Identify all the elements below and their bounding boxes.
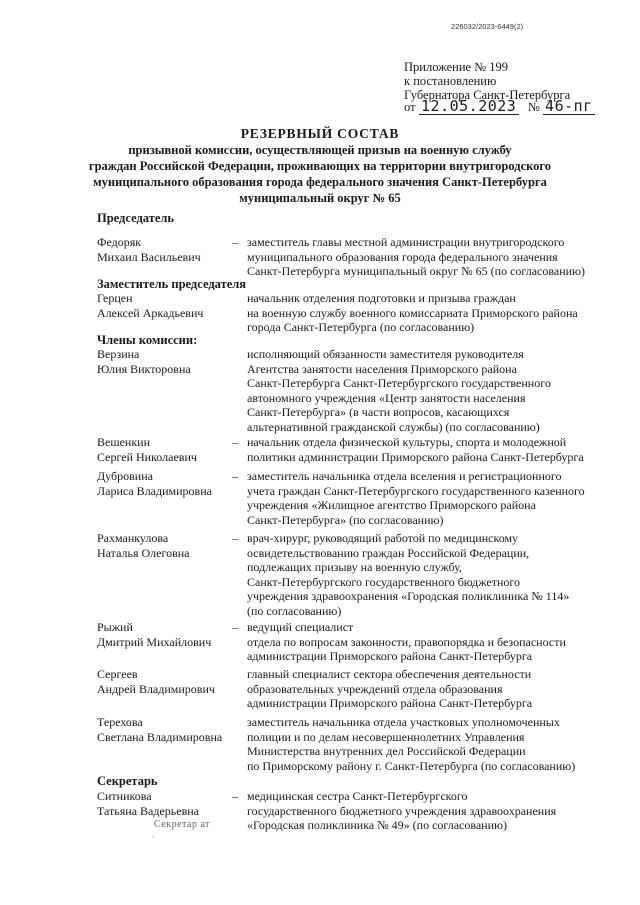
- number-prefix: №: [527, 100, 540, 114]
- section-chairman: Председатель: [97, 211, 175, 225]
- title-line-2: призывной комиссии, осуществляющей призыв на военную службу: [128, 143, 512, 157]
- member-surname: Терехова: [97, 715, 143, 729]
- decree-date: 12.05.2023: [419, 99, 519, 115]
- desc-line: главный специалист сектора обеспечения деятельности: [247, 667, 532, 681]
- member-surname: Дубровина: [97, 469, 153, 483]
- desc-line: учреждения «Жилищное агентство Приморского района: [247, 498, 536, 512]
- member-given-name: Наталья Олеговна: [97, 546, 190, 560]
- desc-line: образовательных учреждений отдела образования: [247, 681, 503, 696]
- dash: –: [232, 235, 238, 249]
- date-prefix: от: [404, 100, 416, 114]
- desc-line: заместитель начальника отдела вселения и регистрационного: [247, 469, 562, 483]
- footer-mark: Секретар ат: [154, 819, 211, 830]
- title-line-5: муниципальный округ № 65: [239, 191, 401, 205]
- member-description: [247, 789, 619, 833]
- dash: –: [232, 620, 238, 634]
- member-surname: Рахманкулова: [97, 531, 169, 545]
- desc-line: автономного учреждения «Центр занятости населения: [247, 390, 526, 405]
- document-title: РЕЗЕРВНЫЙ СОСТАВ: [240, 126, 400, 141]
- title-line-3: граждан Российской Федерации, проживающих на территории внутригородского: [88, 159, 552, 173]
- desc-line: заместитель главы местной администрации внутригородского: [247, 235, 565, 249]
- desc-line: Санкт-Петербурга муниципальный округ № 65 (по согласованию): [247, 264, 586, 278]
- member-given-name: Сергей Николаевич: [97, 450, 197, 464]
- member-surname: Герцен: [97, 291, 133, 305]
- member-given-name: Светлана Владимировна: [97, 730, 223, 744]
- desc-line: Санкт-Петербурга Санкт-Петербургского государственного: [247, 376, 551, 390]
- member-description: [247, 347, 619, 434]
- dash: –: [232, 435, 238, 449]
- member-surname: Рыжий: [97, 620, 133, 634]
- member-given-name: Андрей Владимирович: [97, 682, 215, 696]
- footer-tick: `: [152, 835, 155, 844]
- appendix-ref: к постановлению: [404, 74, 497, 88]
- dash: –: [232, 789, 238, 803]
- appendix-number: Приложение № 199: [404, 60, 509, 74]
- desc-line: Министерства внутренних дел Российской Федерации: [247, 744, 526, 758]
- desc-line: заместитель начальника отдела участковых уполномоченных: [247, 715, 560, 729]
- desc-line: начальник отдела физической культуры, спорта и молодежной: [247, 435, 567, 449]
- member-given-name: Юлия Викторовна: [97, 362, 191, 376]
- desc-line: «Городская поликлиника № 49» (по согласованию): [247, 818, 507, 832]
- member-description: [247, 620, 619, 664]
- member-surname: Верзина: [97, 347, 140, 361]
- decree-number: 46-пг: [543, 99, 595, 115]
- member-description: [247, 469, 619, 527]
- desc-line: (по согласованию): [247, 603, 342, 618]
- member-description: [247, 531, 619, 618]
- desc-line: освидетельствованию граждан Российской Федерации,: [247, 545, 530, 560]
- member-given-name: Алексей Аркадьевич: [97, 306, 204, 320]
- appendix-issuer: Губернатора Санкт-Петербурга: [404, 88, 571, 102]
- member-description: [247, 435, 619, 464]
- desc-line: Агентства занятости населения Приморского района: [247, 361, 517, 376]
- desc-line: начальник отделения подготовки и призыва граждан: [247, 291, 516, 305]
- dash: –: [232, 531, 238, 545]
- member-given-name: Лариса Владимировна: [97, 484, 212, 498]
- desc-line: муниципального образования города федерального значения: [247, 249, 558, 264]
- desc-line: отдела по вопросам законности, правопорядка и безопасности: [247, 634, 566, 649]
- member-description: [247, 667, 619, 711]
- member-surname: Сергеев: [97, 667, 138, 681]
- section-secretary: Секретарь: [97, 774, 158, 788]
- desc-line: политики администрации Приморского района Санкт-Петербурга: [247, 449, 584, 464]
- dash: –: [232, 469, 238, 483]
- desc-line: учреждения здравоохранения «Городская поликлиника № 114»: [247, 589, 570, 603]
- desc-line: Санкт-Петербургского государственного бюджетного: [247, 574, 521, 589]
- member-given-name: Татьяна Вадерьевна: [97, 804, 200, 818]
- section-deputy: Заместитель председателя: [97, 277, 247, 291]
- member-surname: Вешенкин: [97, 435, 150, 449]
- desc-line: исполняющий обязанности заместителя руководителя: [247, 347, 524, 361]
- desc-line: подлежащих призыву на военную службу,: [247, 560, 463, 574]
- desc-line: учета граждан Санкт-Петербургского государственного казенного: [247, 483, 585, 498]
- desc-line: полиции и по делам несовершеннолетних Управления: [247, 729, 525, 744]
- member-given-name: Михаил Васильевич: [97, 250, 201, 264]
- desc-line: администрации Приморского района Санкт-Петербурга: [247, 696, 533, 710]
- desc-line: на военную службу военного комиссариата Приморского района: [247, 305, 578, 320]
- member-surname: Федоряк: [97, 235, 142, 249]
- desc-line: города Санкт-Петербурга (по согласованию): [247, 320, 475, 334]
- member-description: [247, 715, 619, 773]
- desc-line: государственного бюджетного учреждения здравоохранения: [247, 803, 557, 818]
- desc-line: администрации Приморского района Санкт-Петербурга: [247, 649, 533, 663]
- desc-line: врач-хирург, руководящий работой по медицинскому: [247, 531, 519, 545]
- appendix-date-line: [404, 99, 595, 115]
- desc-line: Санкт-Петербурга» (в части вопросов, касающихся: [247, 405, 510, 419]
- desc-line: по Приморскому району г. Санкт-Петербурга (по согласованию): [247, 758, 576, 773]
- member-given-name: Дмитрий Михайлович: [97, 635, 212, 649]
- desc-line: Санкт-Петербурга» (по согласованию): [247, 512, 444, 527]
- desc-line: ведущий специалист: [247, 620, 354, 634]
- member-description: [247, 291, 619, 335]
- member-surname: Ситникова: [97, 789, 152, 803]
- member-description: [247, 235, 619, 279]
- desc-line: альтернативной гражданской службы) (по согласованию): [247, 419, 540, 434]
- section-members: Члены комиссии:: [97, 333, 198, 347]
- desc-line: медицинская сестра Санкт-Петербургского: [247, 789, 468, 803]
- document-id: 226032/2023-6449(2): [451, 22, 524, 31]
- title-line-4: муниципального образования города федерального значения Санкт-Петербурга: [93, 175, 547, 189]
